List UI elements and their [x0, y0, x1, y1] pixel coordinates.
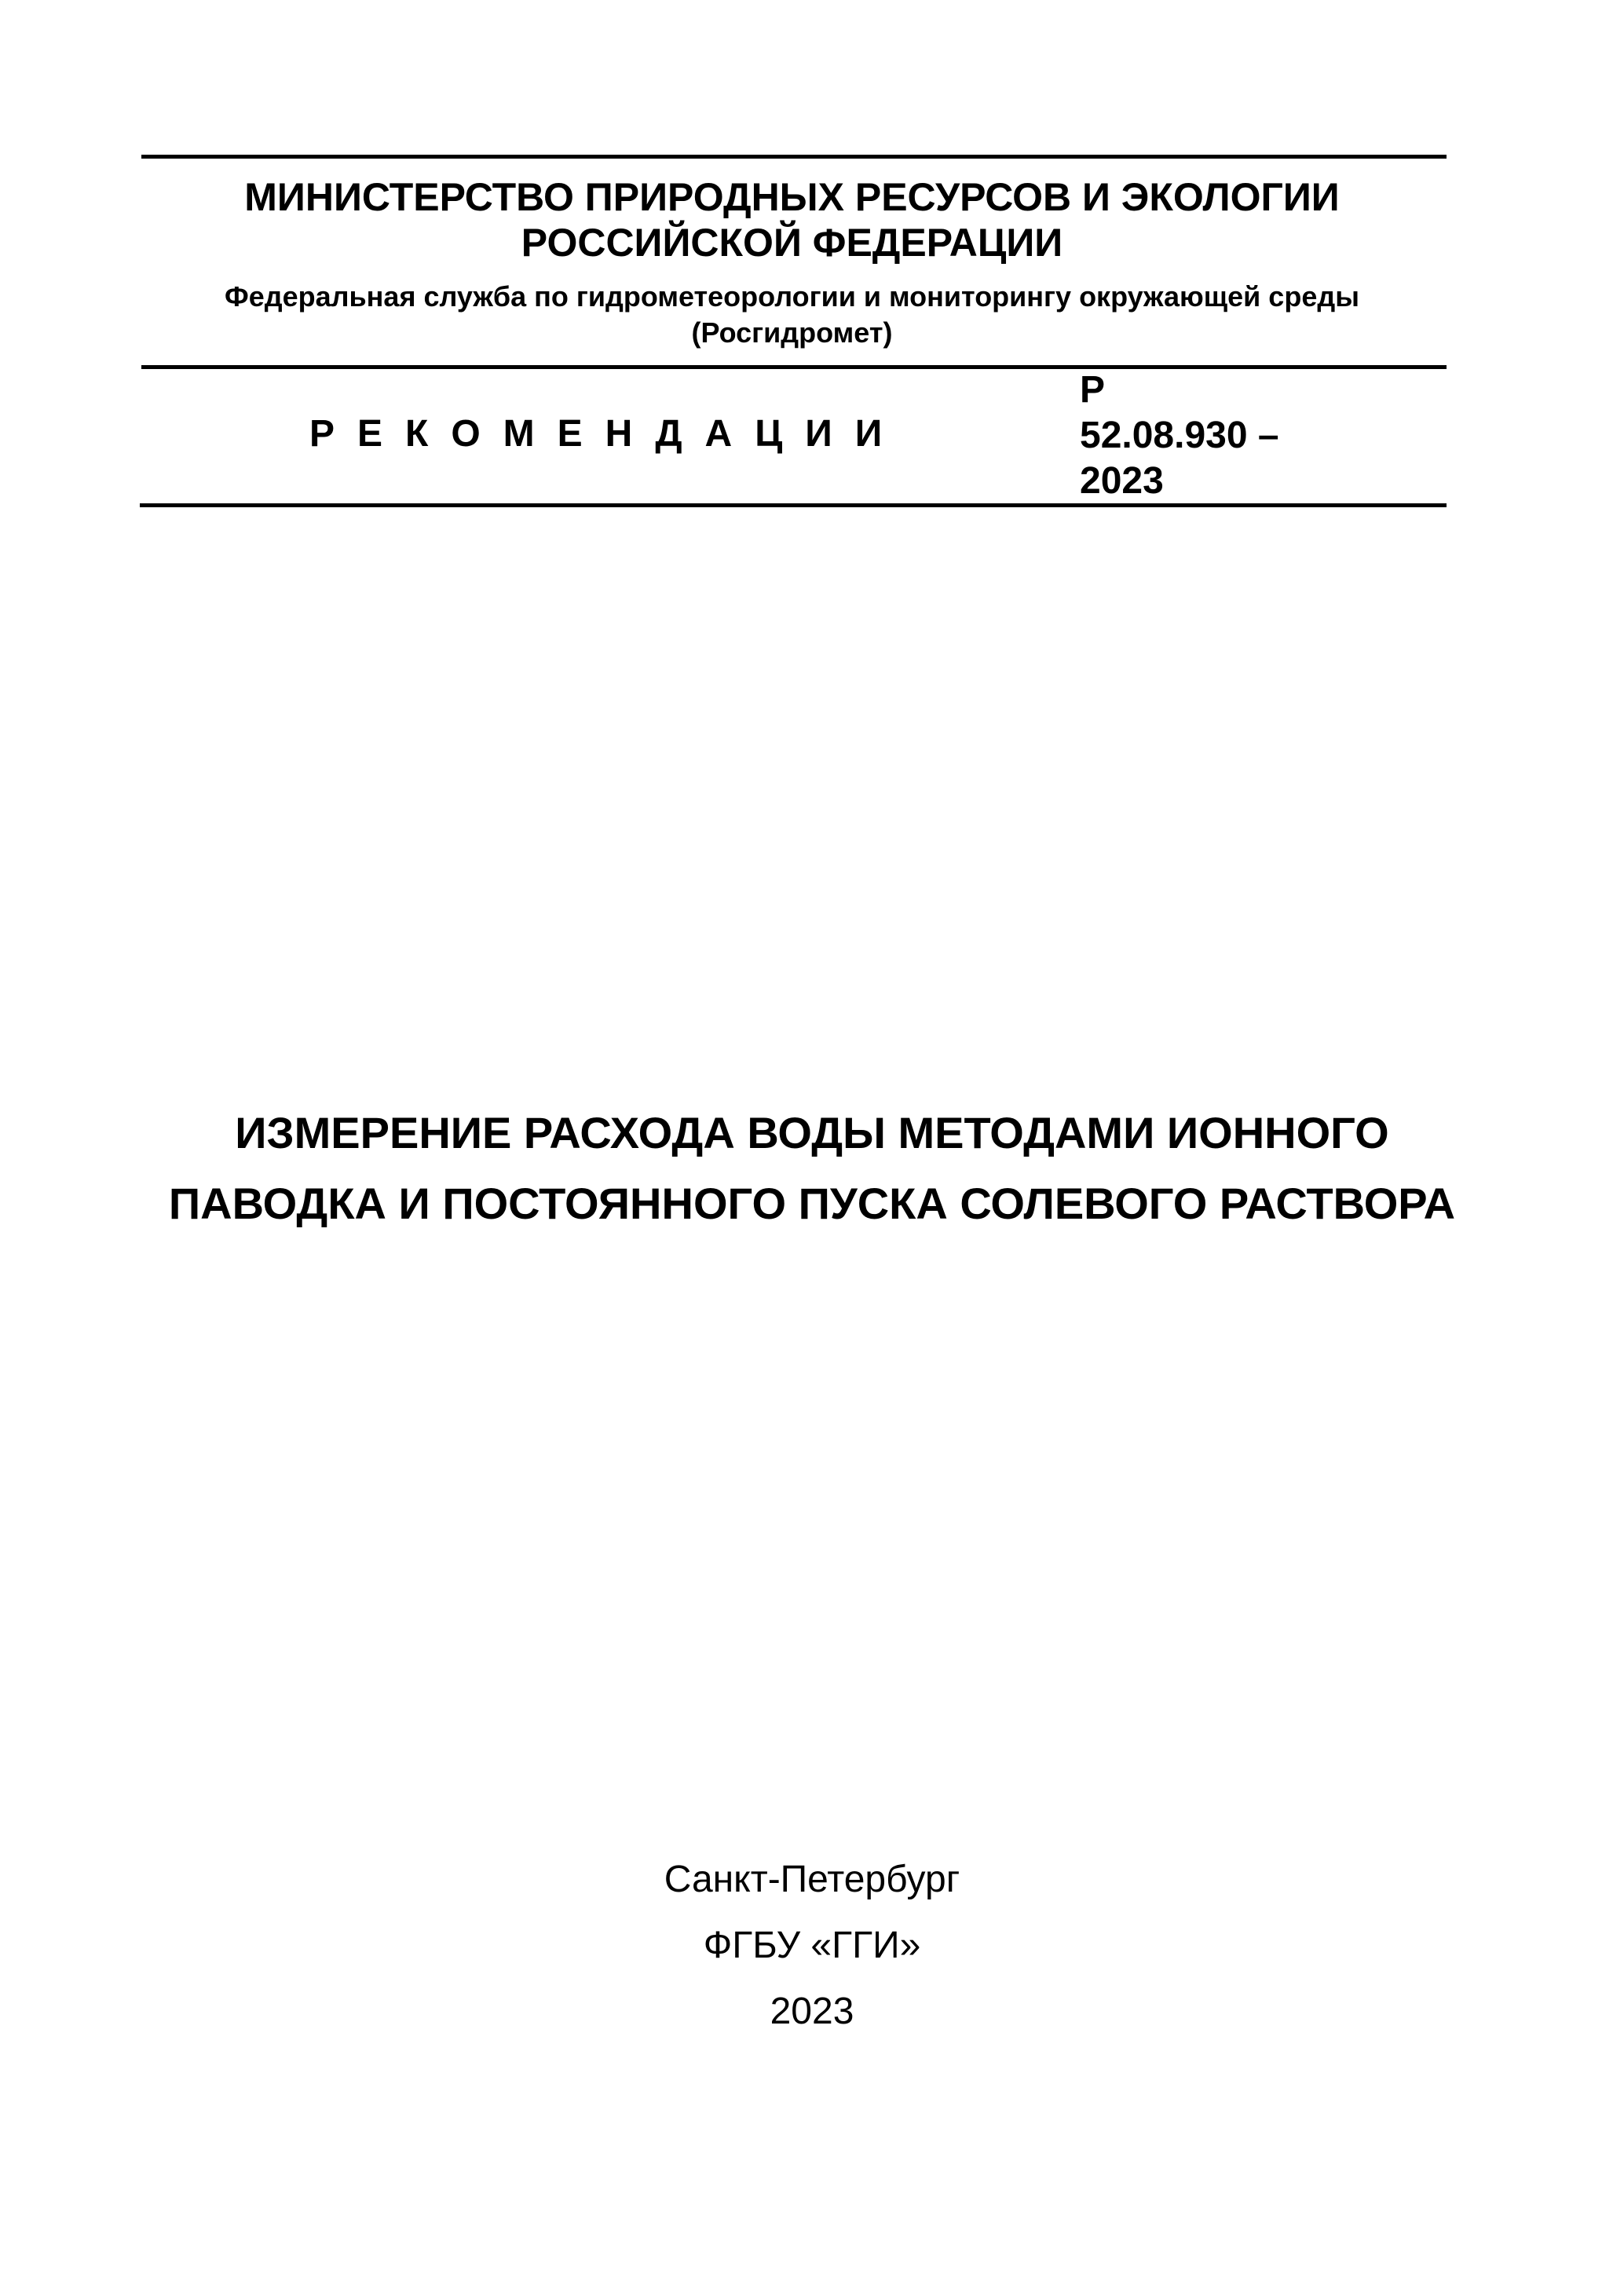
document-number	[1080, 367, 1279, 504]
document-title	[138, 1098, 1486, 1239]
service-name	[138, 279, 1446, 351]
service-line-1: Федеральная служба по гидрометеорологии и мониторингу окружающей среды	[225, 280, 1359, 313]
imprint-publisher: ФГБУ «ГГИ»	[703, 1925, 921, 1966]
imprint-city: Санкт-Петербург	[664, 1859, 960, 1900]
title-line-1: ИЗМЕРЕНИЕ РАСХОДА ВОДЫ МЕТОДАМИ ИОННОГО	[235, 1108, 1389, 1157]
imprint-year: 2023	[770, 1991, 854, 2032]
ministry-line-1: МИНИСТЕРСТВО ПРИРОДНЫХ РЕСУРСОВ И ЭКОЛОГИИ	[244, 175, 1340, 219]
document-number-line-3: 2023	[1080, 460, 1164, 502]
document-number-line-1: Р	[1080, 369, 1106, 411]
document-type-label: РЕКОМЕНДАЦИИ	[309, 413, 905, 455]
imprint	[0, 1847, 1624, 2045]
ministry-name	[138, 174, 1446, 265]
top-rule	[141, 155, 1447, 159]
ministry-line-2: РОССИЙСКОЙ ФЕДЕРАЦИИ	[521, 221, 1063, 265]
document-number-line-2: 52.08.930 –	[1080, 415, 1279, 456]
title-line-2: ПАВОДКА И ПОСТОЯННОГО ПУСКА СОЛЕВОГО РАСТВОРА	[168, 1179, 1456, 1228]
service-line-2: (Росгидромет)	[691, 316, 893, 349]
bottom-rule	[140, 503, 1447, 507]
